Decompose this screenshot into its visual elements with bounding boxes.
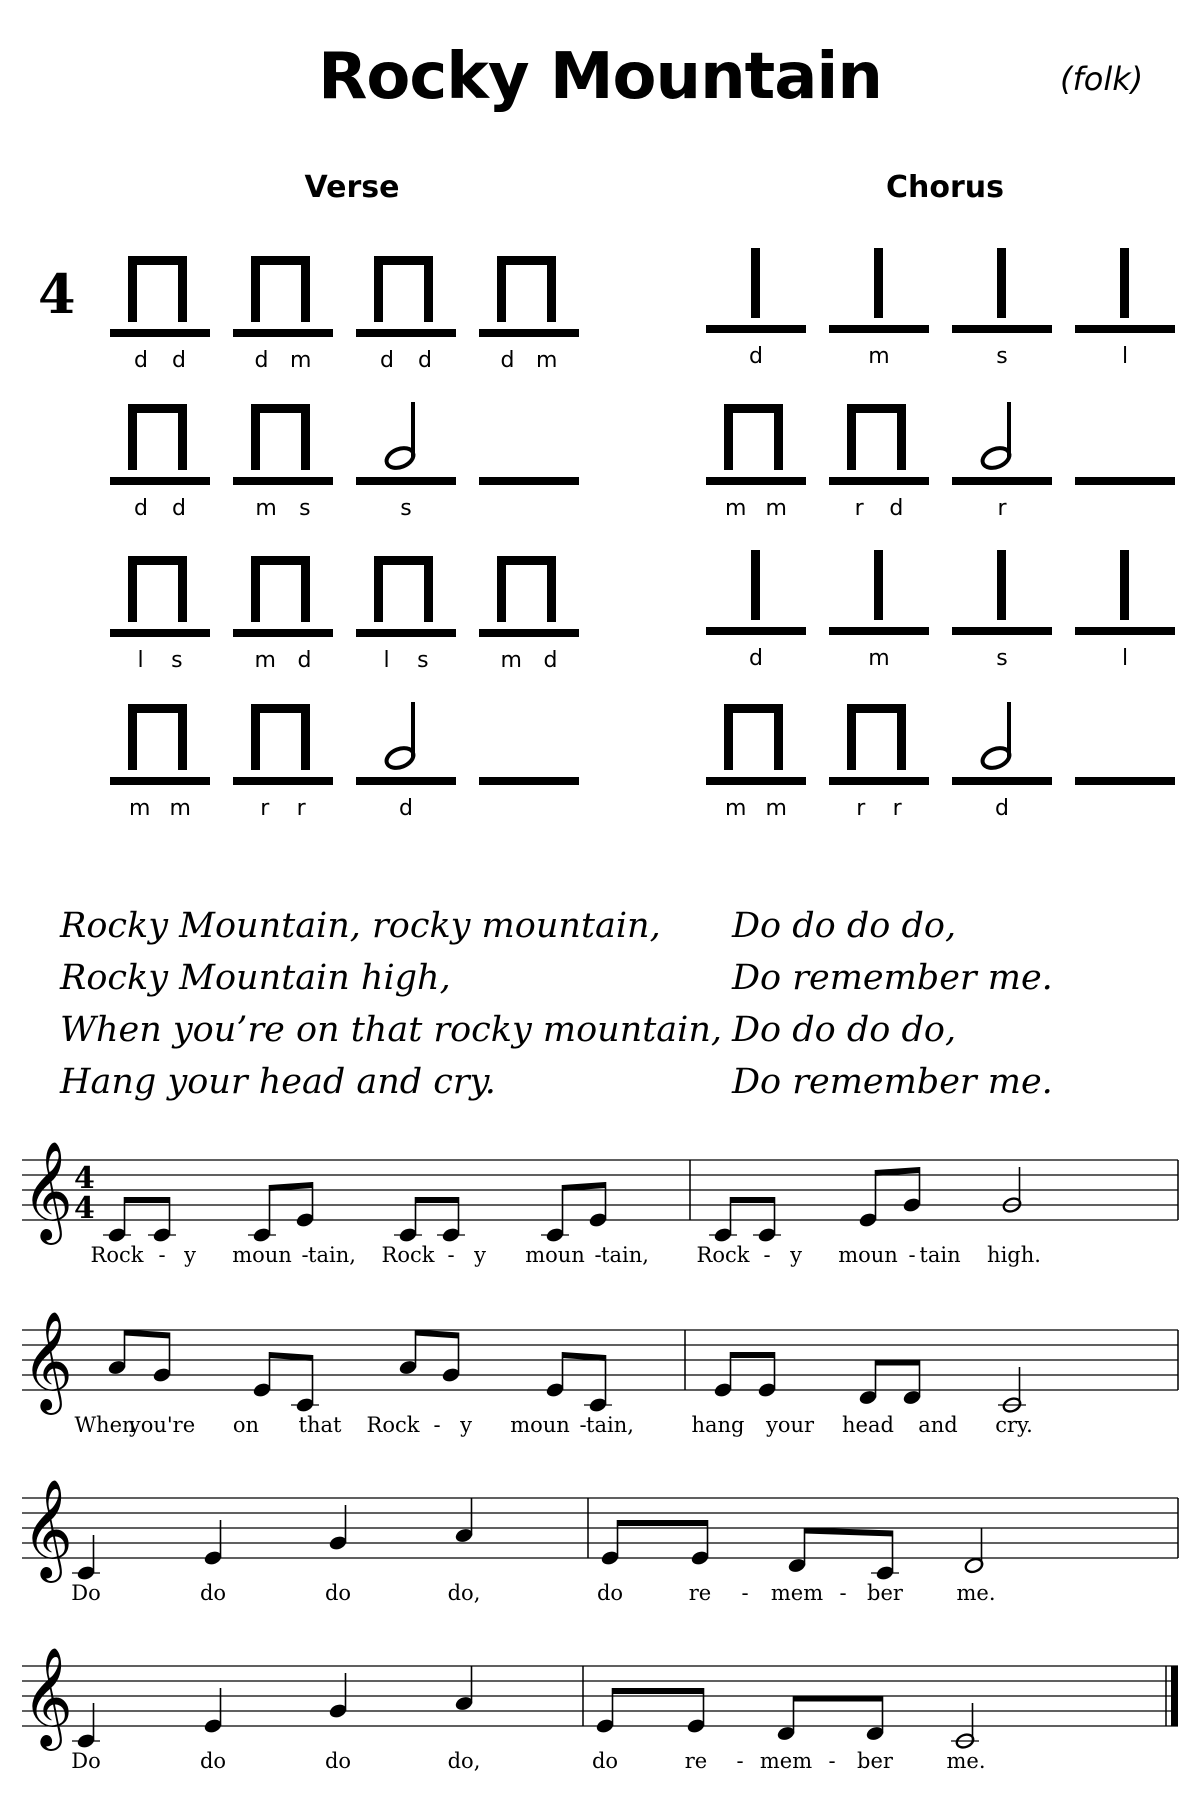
verse-lyric-line-4: Hang your head and cry. [60,1062,496,1102]
staff-lyric: - [839,1581,847,1605]
staff-time-signature-top: 4 [74,1161,95,1196]
staff-lyric: y [790,1243,802,1267]
staff-lyric: y [460,1413,472,1437]
time-signature: 4 [38,262,76,326]
staff-lyric: Rock [381,1243,435,1267]
staff-lyric: Do [71,1581,101,1605]
solfege-syllable: d [995,796,1009,821]
staff-lyric: moun [838,1243,898,1267]
solfege-syllable: l [1121,646,1129,671]
staff-lyric: re [684,1749,708,1773]
eighth-beam [613,1688,704,1694]
solfege-syllable: s [996,646,1008,671]
staff-lyric: When [74,1413,136,1437]
solfege-syllable: d [418,348,432,373]
staff-lyric: moun [525,1243,585,1267]
staff-lyric: Rock [366,1413,420,1437]
staff-lyric: do [324,1581,352,1605]
solfege-syllable: m [765,796,787,821]
verse-lyric-line-2: Rocky Mountain high, [60,958,451,998]
solfege-syllable: m [765,496,787,521]
solfege-syllable: s [996,344,1008,369]
page-subtitle: (folk) [1060,60,1144,98]
solfege-syllable: l [137,648,144,673]
solfege-syllable: d [543,648,558,673]
staff-lyric: tain, [586,1413,634,1437]
solfege-syllable: l [1121,344,1129,369]
staff-lyric: do [591,1749,619,1773]
staff-lyric: - [828,1749,836,1773]
staff-system [22,1479,1178,1605]
staff-lyric: do [324,1749,352,1773]
solfege-syllable: d [172,348,186,373]
staff-lyric: on [232,1413,260,1437]
chorus-lyric-line-1: Do do do do, [732,906,957,946]
eighth-beam [794,1696,883,1702]
eighth-beam [416,1330,459,1339]
staff-lyric: re [688,1581,712,1605]
solfege-syllable: d [749,344,763,369]
staff-lyric: - [301,1243,309,1267]
solfege-syllable: d [500,348,515,373]
eighth-beam [731,1352,775,1358]
staff-lyric: - [447,1243,455,1267]
solfege-syllable: d [749,646,763,671]
staff-lyric: mem [759,1749,813,1773]
staff-lyric: - [741,1581,749,1605]
final-barline-thick [1171,1666,1178,1726]
solfege-syllable: d [889,496,904,521]
solfege-syllable: s [417,648,429,673]
solfege-syllable: r [856,796,866,821]
solfege-syllable: s [400,496,412,521]
eighth-beam [618,1520,708,1526]
staff-system [22,1141,1178,1267]
eighth-beam [876,1360,920,1366]
staff-system [22,1647,1178,1773]
solfege-syllable: s [299,496,311,521]
staff-lyric: do, [447,1749,481,1773]
solfege-syllable: m [500,648,522,673]
solfege-syllable: d [254,348,269,373]
staff-lyric: moun [510,1413,570,1437]
chorus-lyric-line-2: Do remember me. [732,958,1053,998]
eighth-beam [125,1330,170,1339]
staff-lyric: - [908,1243,916,1267]
solfege-syllable: m [536,348,558,373]
staff-lyric: y [474,1243,486,1267]
solfege-syllable: d [297,648,312,673]
staff-lyric: that [298,1413,342,1437]
solfege-syllable: d [380,348,394,373]
solfege-syllable: m [255,496,277,521]
chorus-lyric-line-3: Do do do do, [732,1010,957,1050]
staff-lyric: and [918,1413,958,1437]
staff-lyric: Rock [696,1243,750,1267]
staff-time-signature-bottom: 4 [74,1191,95,1226]
treble-clef: 𝄞 [22,1311,73,1411]
solfege-syllable: m [290,348,312,373]
solfege-syllable: r [854,496,864,521]
solfege-syllable: m [129,796,151,821]
staff-system [22,1311,1178,1437]
staff-lyric: your [765,1413,815,1437]
treble-clef: 𝄞 [22,1647,73,1747]
staff-lyric: mem [770,1581,824,1605]
solfege-syllable: l [383,648,390,673]
staff-lyric: - [594,1243,602,1267]
solfege-syllable: d [172,496,186,521]
staff-lyric: - [433,1413,441,1437]
staff-lyric: Rock [90,1243,144,1267]
staff-lyric: - [736,1749,744,1773]
staff-lyric: me. [946,1749,986,1773]
eighth-beam [125,1197,170,1203]
staff-lyric: me. [956,1581,996,1605]
staff-lyric: - [579,1413,587,1437]
verse-lyric-line-3: When you’re on that rocky mountain, [60,1010,723,1050]
staff-lyric: tain, [601,1243,649,1267]
eighth-beam [731,1197,775,1203]
chorus-heading: Chorus [886,170,1004,205]
staff-lyric: tain [919,1243,961,1267]
staff-lyric: head [842,1413,894,1437]
treble-clef: 𝄞 [22,1479,73,1579]
solfege-syllable: m [868,646,890,671]
page-title: Rocky Mountain [318,40,882,114]
chorus-lyric-line-4: Do remember me. [732,1062,1053,1102]
solfege-syllable: r [997,496,1007,521]
staff-lyric: Do [71,1749,101,1773]
solfege-syllable: r [260,796,270,821]
solfege-syllable: m [868,344,890,369]
staff-lyric: - [763,1243,771,1267]
staff-lyric: moun [232,1243,292,1267]
staff-lyric: ber [857,1749,893,1773]
verse-heading: Verse [304,170,400,205]
verse-lyric-line-1: Rocky Mountain, rocky mountain, [60,906,661,946]
solfege-syllable: d [134,348,148,373]
solfege-syllable: m [169,796,191,821]
solfege-syllable: m [725,496,747,521]
staff-lyric: you're [128,1413,196,1437]
staff-lyric: cry. [995,1413,1033,1437]
staff-lyric: do [199,1581,227,1605]
eighth-beam [805,1528,893,1537]
solfege-syllable: d [134,496,148,521]
solfege-syllable: r [296,796,306,821]
staff-lyric: tain, [308,1243,356,1267]
staff-lyric: do [199,1749,227,1773]
staff-lyric: hang [691,1413,745,1437]
treble-clef: 𝄞 [22,1141,73,1241]
staff-lyric: high. [987,1243,1041,1267]
staff-lyric: do, [447,1581,481,1605]
solfege-syllable: s [171,648,183,673]
solfege-syllable: m [725,796,747,821]
staff-lyric: ber [867,1581,903,1605]
solfege-syllable: r [892,796,902,821]
staff-lyric: do [596,1581,624,1605]
staff-lyric: y [184,1243,196,1267]
eighth-beam [416,1197,459,1203]
staff-lyric: - [158,1243,166,1267]
solfege-syllable: m [254,648,276,673]
solfege-syllable: d [399,796,413,821]
